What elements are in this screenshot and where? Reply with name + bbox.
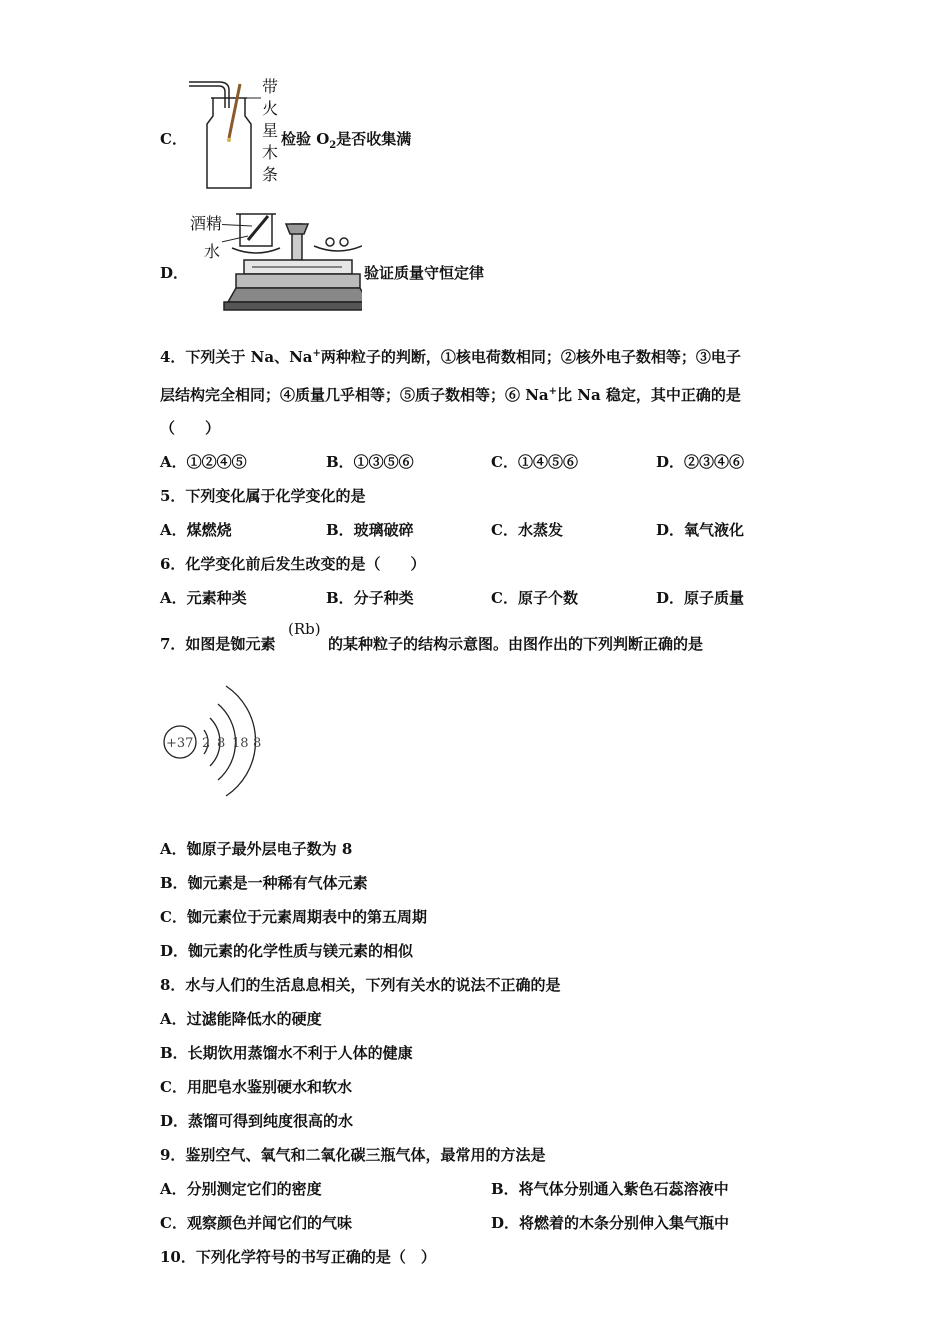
shell-count: 2 <box>202 736 211 751</box>
q4-option-c[interactable]: C．①④⑤⑥ <box>491 453 578 471</box>
shell-count: 8 <box>217 736 226 751</box>
q7-option-b[interactable]: B．铷元素是一种稀有气体元素 <box>160 874 368 892</box>
right-pan <box>314 246 362 251</box>
test-tube <box>248 216 268 240</box>
weight-icon <box>326 238 334 246</box>
desc-sub: 2 <box>329 140 337 151</box>
q3-option-c-letter[interactable]: C． <box>160 130 187 148</box>
q7-option-a[interactable]: A．铷原子最外层电子数为 8 <box>160 840 353 858</box>
wooden-stick <box>229 84 240 138</box>
q9-option-c[interactable]: C．观察颜色并闻它们的气味 <box>160 1214 352 1232</box>
q7-option-c[interactable]: C．铷元素位于元素周期表中的第五周期 <box>160 908 427 926</box>
q5-option-c[interactable]: C．水蒸发 <box>491 521 563 539</box>
q5-stem: 5．下列变化属于化学变化的是 <box>160 487 366 505</box>
label-water: 水 <box>204 242 221 261</box>
q4-l1-post: 两种粒子的判断，①核电荷数相同；②核外电子数相等；③电子 <box>320 348 741 366</box>
atom-structure-diagram <box>160 680 280 800</box>
q7-option-d[interactable]: D．铷元素的化学性质与镁元素的相似 <box>160 942 414 960</box>
q7-stem-post: 的某种粒子的结构示意图。由图作出的下列判断正确的是 <box>328 635 704 653</box>
q4-option-a[interactable]: A．①②④⑤ <box>160 453 247 471</box>
q6-option-b[interactable]: B．分子种类 <box>326 589 414 607</box>
q8-stem: 8．水与人们的生活息息相关，下列有关水的说法不正确的是 <box>160 976 561 994</box>
superscript-plus: + <box>312 348 321 359</box>
q4-stem-line2 <box>160 382 741 405</box>
q5-option-b[interactable]: B．玻璃破碎 <box>326 521 414 539</box>
shell-count: 8 <box>253 736 262 751</box>
gas-bottle <box>207 98 251 188</box>
q6-option-d[interactable]: D．原子质量 <box>656 589 745 607</box>
vlabel-char: 星 <box>262 121 279 140</box>
q4-answer-paren: （ ） <box>160 419 221 437</box>
vlabel-char: 条 <box>262 165 279 184</box>
q4-l1-pre: 4．下列关于 Na、Na <box>160 348 313 366</box>
q8-option-b[interactable]: B．长期饮用蒸馏水不利于人体的健康 <box>160 1044 413 1062</box>
weight-icon <box>340 238 348 246</box>
left-pan <box>232 248 280 253</box>
q9-option-b[interactable]: B．将气体分别通入紫色石蕊溶液中 <box>491 1180 729 1198</box>
stick-vertical-label <box>262 76 278 186</box>
balance-figure <box>222 206 362 312</box>
q5-option-d[interactable]: D．氧气液化 <box>656 521 745 539</box>
q8-option-a[interactable]: A．过滤能降低水的硬度 <box>160 1010 322 1028</box>
vlabel-char: 木 <box>262 143 279 162</box>
q4-option-b[interactable]: B．①③⑤⑥ <box>326 453 414 471</box>
q9-option-d[interactable]: D．将燃着的木条分别伸入集气瓶中 <box>491 1214 730 1232</box>
nucleus-charge: +37 <box>166 736 194 751</box>
q4-l2-pre: 层结构完全相同；④质量几乎相等；⑤质子数相等；⑥ Na <box>160 386 549 404</box>
q8-option-d[interactable]: D．蒸馏可得到纯度很高的水 <box>160 1112 354 1130</box>
rb-symbol: (Rb) <box>288 620 321 638</box>
desc-post: 是否收集满 <box>336 130 412 148</box>
q3-option-c-desc <box>281 128 411 151</box>
q6-option-a[interactable]: A．元素种类 <box>160 589 247 607</box>
q6-option-c[interactable]: C．原子个数 <box>491 589 578 607</box>
gas-bottle-figure <box>185 80 265 195</box>
vlabel-char: 火 <box>262 99 279 118</box>
q8-option-c[interactable]: C．用肥皂水鉴别硬水和软水 <box>160 1078 352 1096</box>
delivery-tube <box>189 86 225 108</box>
label-alcohol: 酒精 <box>190 214 223 233</box>
q3-option-d-desc: 验证质量守恒定律 <box>364 264 485 282</box>
superscript-plus: + <box>548 386 558 397</box>
vlabel-char: 带 <box>262 77 279 96</box>
q9-option-a[interactable]: A．分别测定它们的密度 <box>160 1180 322 1198</box>
q7-stem-pre: 7．如图是铷元素 <box>160 635 276 653</box>
q5-option-a[interactable]: A．煤燃烧 <box>160 521 232 539</box>
q10-stem: 10．下列化学符号的书写正确的是（ ） <box>160 1248 436 1266</box>
q4-stem-line1 <box>160 344 741 367</box>
q4-option-d[interactable]: D．②③④⑥ <box>656 453 745 471</box>
desc-pre: 检验 O <box>281 130 330 148</box>
q3-option-d-letter[interactable]: D． <box>160 264 189 282</box>
q9-stem: 9．鉴别空气、氧气和二氧化碳三瓶气体，最常用的方法是 <box>160 1146 546 1164</box>
q6-stem: 6．化学变化前后发生改变的是（ ） <box>160 555 426 573</box>
shell-count: 18 <box>232 736 249 751</box>
q4-l2-post: 比 Na 稳定，其中正确的是 <box>557 386 741 404</box>
